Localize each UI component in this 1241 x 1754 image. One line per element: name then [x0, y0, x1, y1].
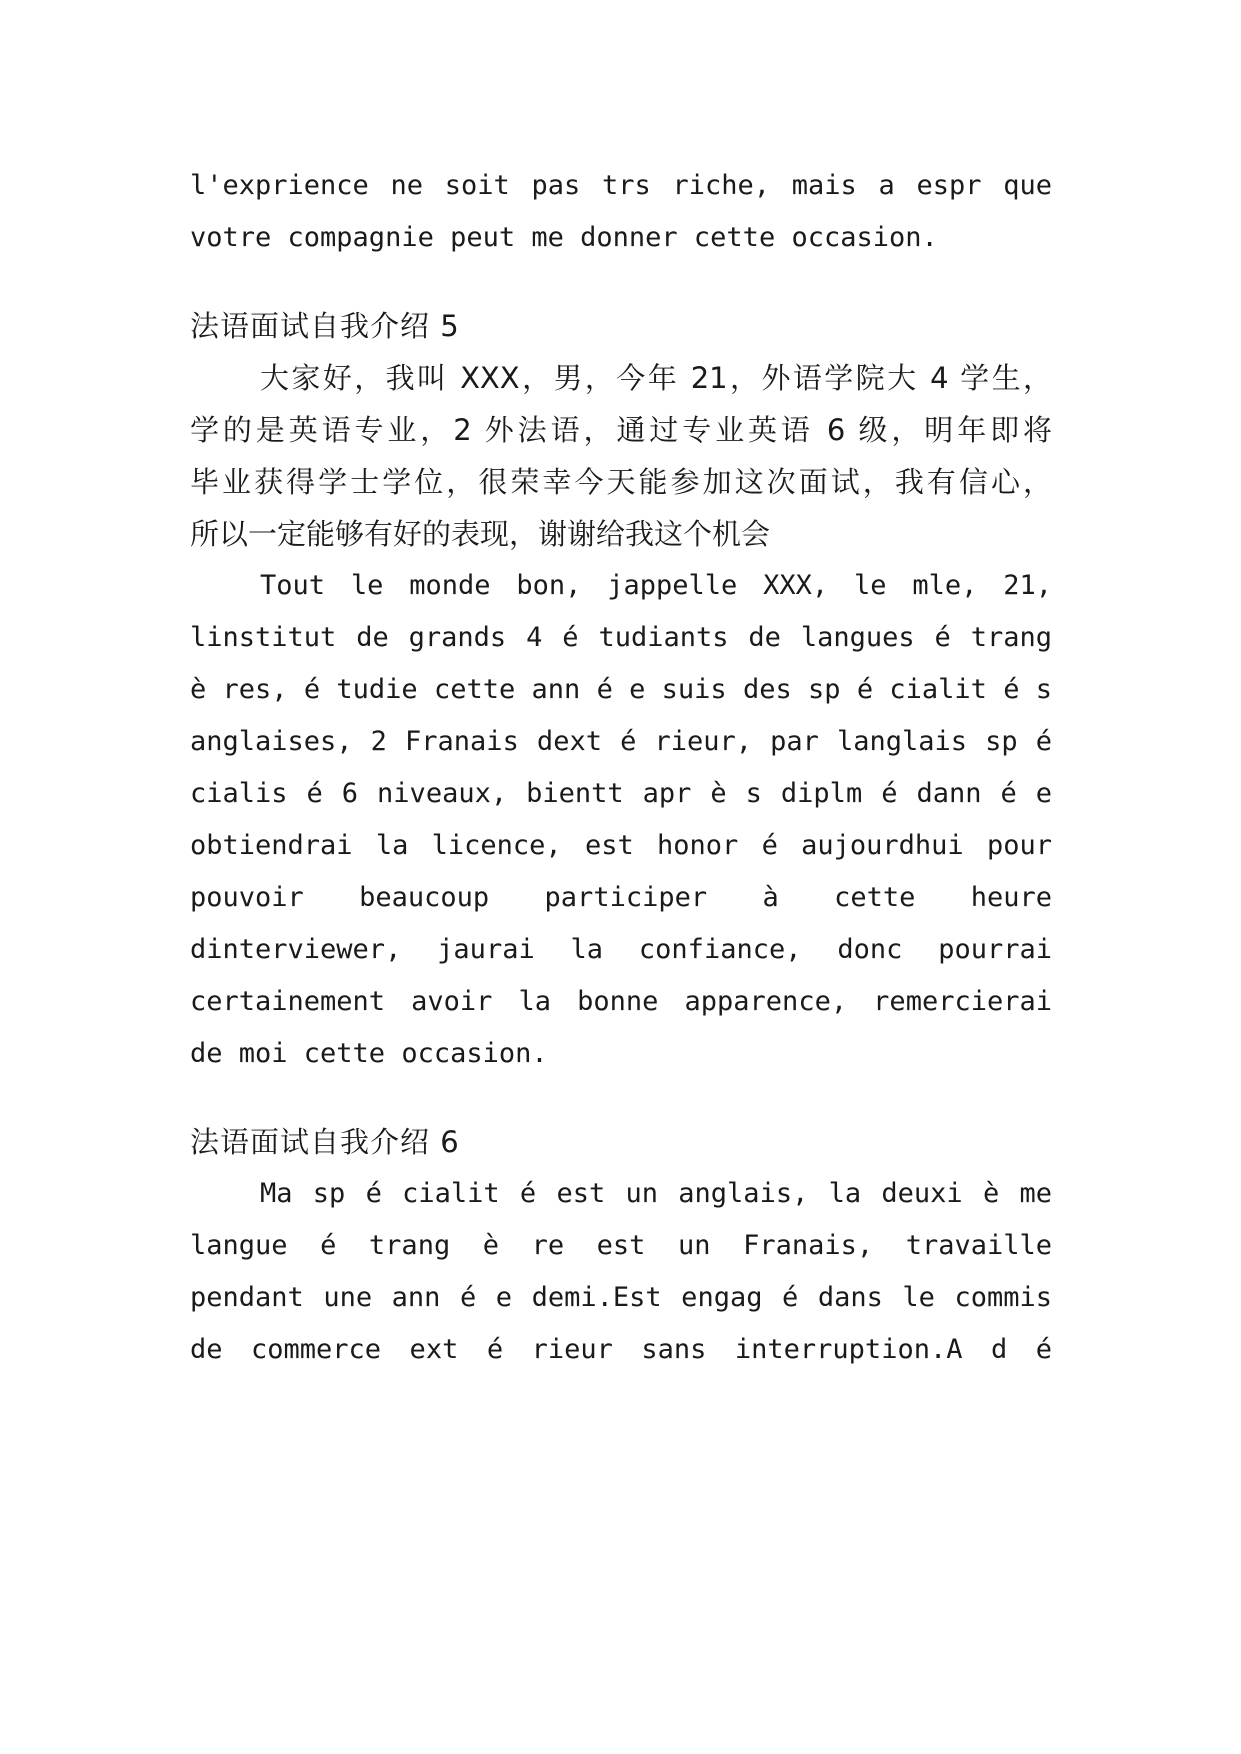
paragraph-line: Ma sp é cialit é est un anglais, la deuxi è me	[260, 1178, 1052, 1209]
paragraph-line: cialis é 6 niveaux, bientt apr è s diplm é dann é e	[190, 778, 1052, 809]
paragraph-line: 大家好，我叫 XXX，男，今年 21，外语学院大 4 学生，	[260, 361, 1052, 395]
paragraph-line: de commerce ext é rieur sans interruption.A d é	[190, 1334, 1052, 1365]
paragraph-line: votre compagnie peut me donner cette occasion.	[190, 222, 938, 253]
paragraph-line: 所以一定能够有好的表现，谢谢给我这个机会	[190, 517, 771, 551]
paragraph-line: obtiendrai la licence, est honor é aujourdhui pour	[190, 830, 1052, 861]
paragraph-line: certainement avoir la bonne apparence, remercierai	[190, 986, 1052, 1017]
paragraph-line: pouvoir beaucoup participer à cette heure	[190, 882, 1052, 913]
paragraph-line: linstitut de grands 4 é tudiants de langues é trang	[190, 622, 1052, 653]
paragraph-line: 毕业获得学士学位，很荣幸今天能参加这次面试，我有信心，	[190, 465, 1052, 499]
paragraph-line: langue é trang è re est un Franais, travaille	[190, 1230, 1052, 1261]
paragraph-line: 学的是英语专业，2 外法语，通过专业英语 6 级，明年即将	[190, 413, 1052, 447]
section-heading: 法语面试自我介绍 6	[190, 1125, 460, 1159]
section-heading: 法语面试自我介绍 5	[190, 309, 460, 343]
paragraph-line: pendant une ann é e demi.Est engag é dans le commis	[190, 1282, 1052, 1313]
paragraph-line: è res, é tudie cette ann é e suis des sp é cialit é s	[190, 674, 1052, 705]
paragraph-line: l'exprience ne soit pas trs riche, mais a espr que	[190, 170, 1052, 201]
paragraph-line: dinterviewer, jaurai la confiance, donc pourrai	[190, 934, 1052, 965]
paragraph-line: de moi cette occasion.	[190, 1038, 548, 1069]
paragraph-line: anglaises, 2 Franais dext é rieur, par langlais sp é	[190, 726, 1052, 757]
paragraph-line: Tout le monde bon, jappelle XXX, le mle, 21,	[260, 570, 1052, 601]
